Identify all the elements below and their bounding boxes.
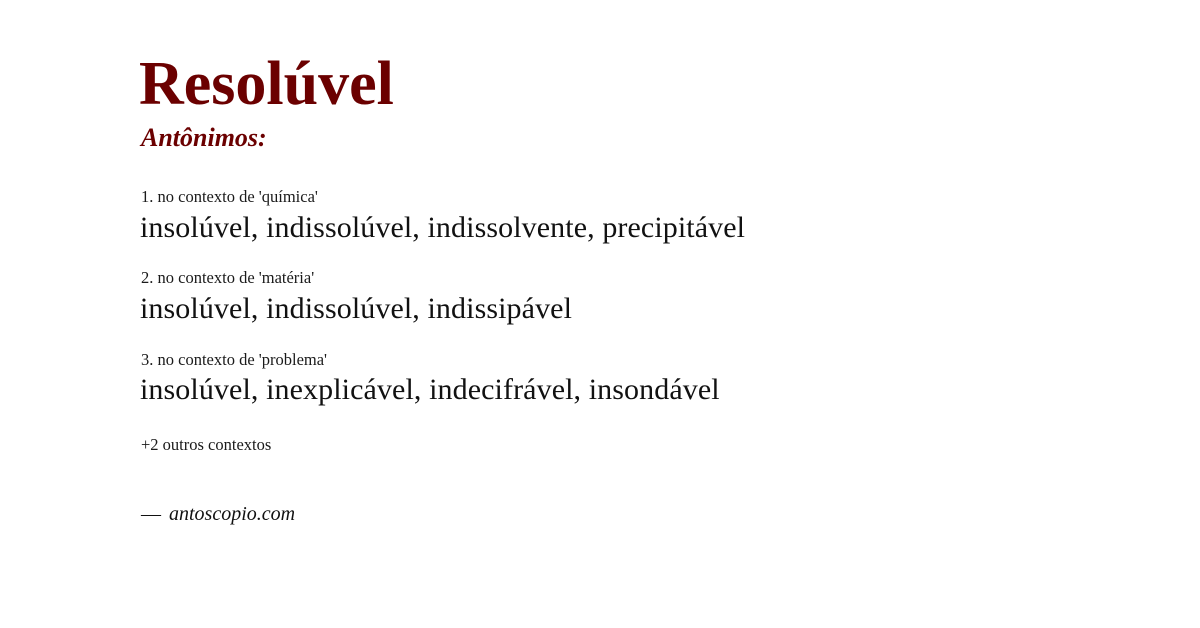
sense-context-label: 3. no contexto de 'problema' [141,349,328,369]
sense-context-label: 1. no contexto de 'química' [141,187,318,207]
sense-antonyms: insolúvel, indissolúvel, indissolvente, precipitável [140,210,746,244]
list-item [139,187,1100,246]
more-contexts-note: +2 outros contextos [141,434,272,454]
list-item [139,268,1100,327]
source-name: antoscopio.com [169,502,296,525]
page-title: Resolúvel [139,50,394,118]
source-attribution [141,503,1100,526]
sense-antonyms: insolúvel, indissolúvel, indissipável [140,292,573,326]
sense-list [139,187,1100,409]
section-subtitle: Antônimos: [141,123,267,153]
em-dash: — [141,502,161,525]
sense-context-label: 2. no contexto de 'matéria' [141,268,315,288]
list-item [139,350,1100,409]
sense-antonyms: insolúvel, inexplicável, indecifrável, insondável [140,373,720,407]
